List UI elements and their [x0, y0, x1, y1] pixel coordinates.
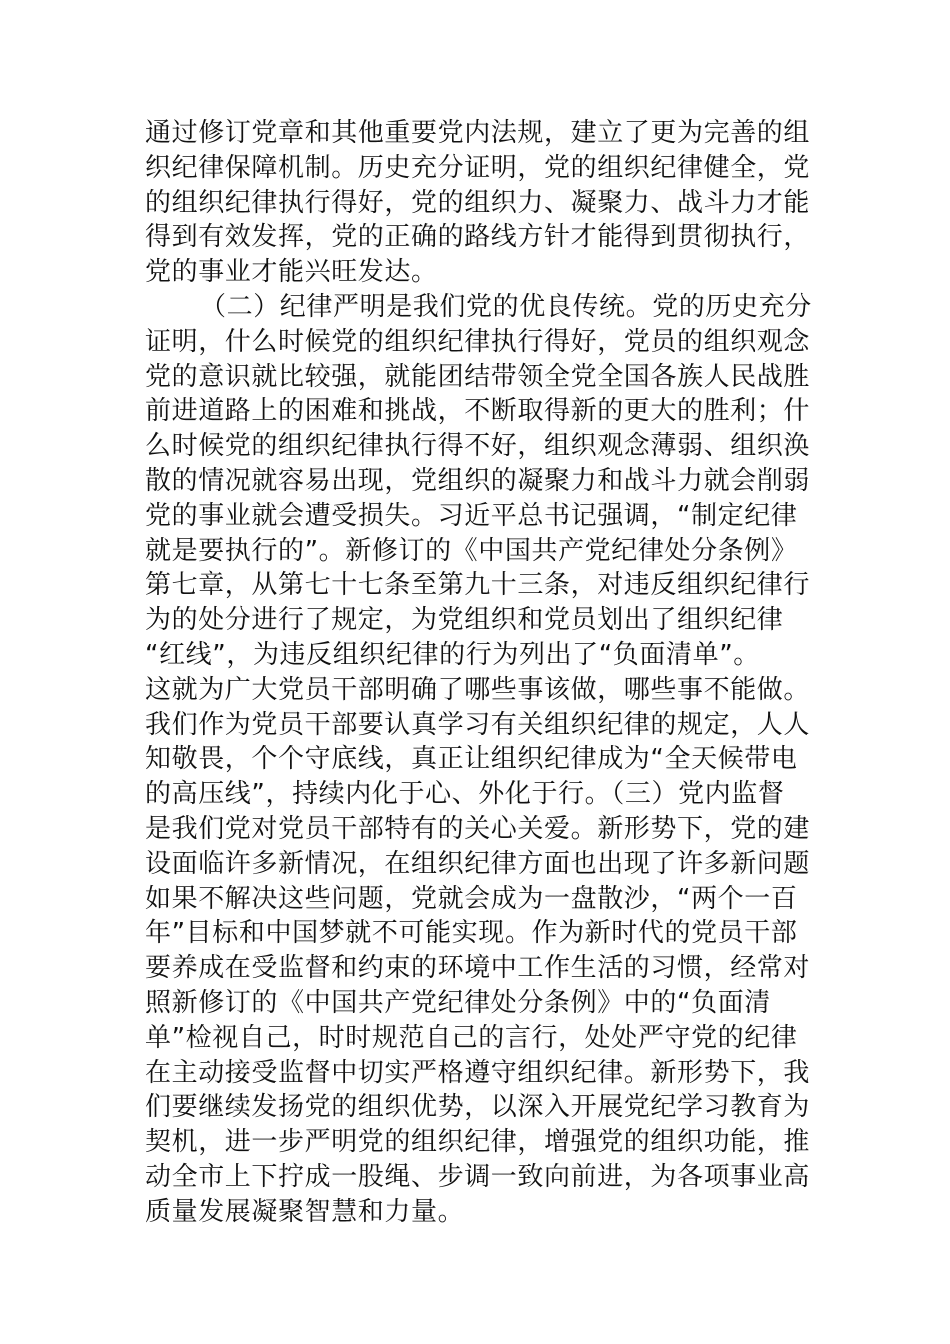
text-line: “红线”，为违反组织纪律的行为列出了“负面清单”。: [145, 639, 760, 670]
document-body-text: [145, 116, 815, 1230]
text-line: 党的事业才能兴旺发达。: [145, 257, 438, 288]
text-line: 动全市上下拧成一股绳、步调一致向前进，为各项事业高: [145, 1161, 811, 1192]
text-line: 么时候党的组织纪律执行得不好，组织观念薄弱、组织涣: [145, 431, 811, 462]
text-line: 党的事业就会遭受损失。习近平总书记强调，“制定纪律: [145, 500, 798, 531]
text-line: 知敬畏，个个守底线，真正让组织纪律成为“全天候带电: [145, 744, 798, 775]
text-line: 通过修订党章和其他重要党内法规，建立了更为完善的组: [145, 118, 811, 148]
text-line: 质量发展凝聚智慧和力量。: [145, 1196, 465, 1227]
text-line: 设面临许多新情况，在组织纪律方面也出现了许多新问题: [145, 848, 811, 879]
text-line: 前进道路上的困难和挑战，不断取得新的更大的胜利；什: [145, 396, 811, 427]
text-line: 单”检视自己，时时规范自己的言行，处处严守党的纪律: [145, 1022, 798, 1053]
text-line: 为的处分进行了规定，为党组织和党员划出了组织纪律: [145, 605, 784, 636]
text-line: （二）纪律严明是我们党的优良传统。党的历史充分: [200, 291, 812, 322]
text-line: 第七章，从第七十七条至第九十三条，对违反组织纪律行: [145, 570, 811, 601]
text-line: 证明，什么时候党的组织纪律执行得好，党员的组织观念: [145, 326, 811, 357]
text-line: 散的情况就容易出现，党组织的凝聚力和战斗力就会削弱: [145, 465, 811, 496]
text-line: 得到有效发挥，党的正确的路线方针才能得到贯彻执行，: [145, 222, 811, 253]
text-line: 们要继续发扬党的组织优势，以深入开展党纪学习教育为: [145, 1092, 811, 1123]
text-line: 在主动接受监督中切实严格遵守组织纪律。新形势下，我: [145, 1057, 811, 1088]
text-line: 是我们党对党员干部特有的关心关爱。新形势下，党的建: [145, 813, 811, 844]
text-line: 照新修订的《中国共产党纪律处分条例》中的“负面清: [145, 987, 771, 1018]
text-line: 的高压线”，持续内化于心、外化于行。（三）党内监督: [145, 779, 785, 810]
text-line: 的组织纪律执行得好，党的组织力、凝聚力、战斗力才能: [145, 187, 811, 218]
text-line: 要养成在受监督和约束的环境中工作生活的习惯，经常对: [145, 953, 811, 984]
text-line: 我们作为党员干部要认真学习有关组织纪律的规定，人人: [145, 709, 811, 740]
text-line: 党的意识就比较强，就能团结带领全党全国各族人民战胜: [145, 361, 811, 392]
text-line: 如果不解决这些问题，党就会成为一盘散沙，“两个一百: [145, 883, 798, 914]
text-line: 织纪律保障机制。历史充分证明，党的组织纪律健全，党: [145, 152, 811, 183]
text-line: 就是要执行的”。新修订的《中国共产党纪律处分条例》: [145, 535, 798, 566]
text-line: 契机，进一步严明党的组织纪律，增强党的组织功能，推: [145, 1127, 811, 1158]
text-line: 年”目标和中国梦就不可能实现。作为新时代的党员干部: [145, 918, 798, 949]
text-line: 这就为广大党员干部明确了哪些事该做，哪些事不能做。: [145, 674, 811, 705]
